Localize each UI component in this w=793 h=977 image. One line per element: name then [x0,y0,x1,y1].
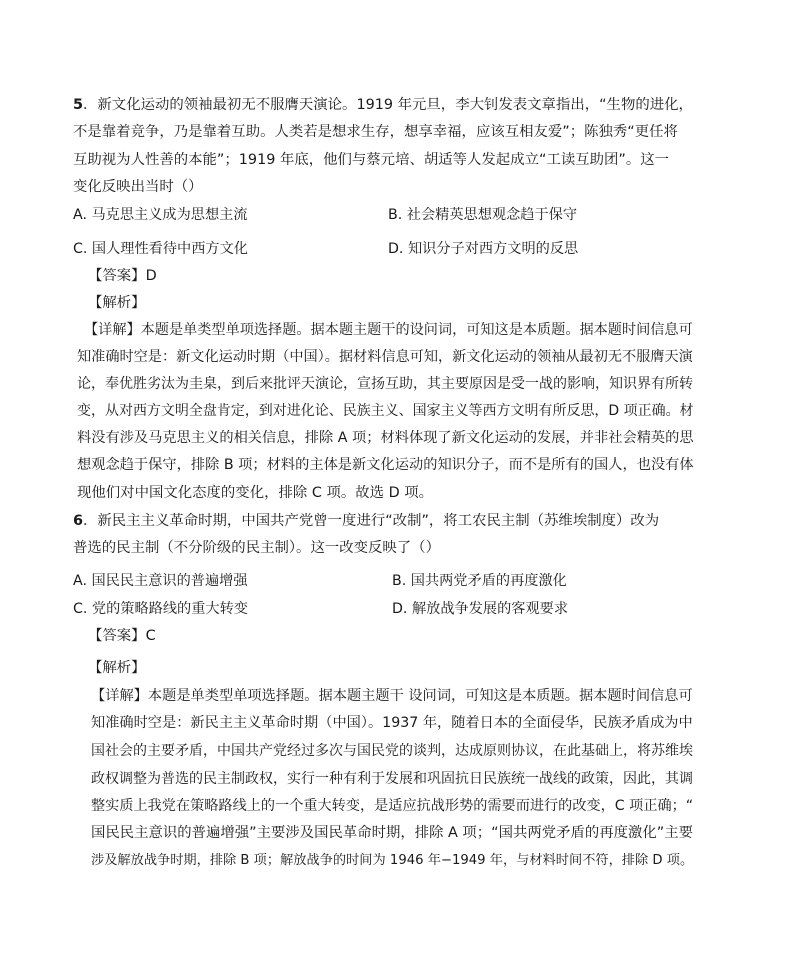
q5-stem-line-4: 变化反映出当时（） [73,179,203,195]
q6-analysis-line-3: 国社会的主要矛盾，中国共产党经过多次与国民党的谈判，达成原则协议，在此基础上，将苏维埃 [91,743,693,759]
q6-number: 6 [73,513,84,529]
q6-answer: 【答案】C [88,628,156,644]
q5-stem-line-3: 互助视为人性善的本能”；1919 年底，他们与蔡元培、胡适等人发起成立“工读互助团”。这一 [73,152,670,168]
q6-analysis-label: 【解析】 [88,660,146,676]
q6-analysis-line-6: 国民民主意识的普遍增强”主要涉及国民革命时期，排除 A 项；“国共两党矛盾的再度激化”主要 [91,825,693,841]
q5-analysis-line-1: 【详解】本题是单类型单项选择题。据本题主题干的设问词，可知这是本质题。据本题时间信息可 [84,322,693,338]
q5-option-d: D. 知识分子对西方文明的反思 [388,241,579,257]
q6-analysis-line-1: 【详解】本题是单类型单项选择题。据本题主题干 设问词，可知这是本质题。据本题时间信息可 [91,688,693,704]
q5-analysis-label: 【解析】 [88,295,146,311]
q6-analysis-line-2: 知准确时空是：新民主主义革命时期（中国）。1937 年，随着日本的全面侵华，民族矛盾成为中 [91,715,693,731]
q5-analysis-line-7: 现他们对中国文化态度的变化，排除 C 项。故选 D 项。 [77,485,434,501]
q6-stem-text-1: ．新民主主义革命时期，中国共产党曾一度进行“改制”，将工农民主制（苏维埃制度）改为 [83,513,660,529]
q6-stem-line-1 [73,511,659,531]
q5-analysis-line-3: 论，奉优胜劣汰为圭臬，到后来批评天演论，宣扬互助，其主要原因是受一战的影响，知识界有所转 [77,376,693,392]
q5-analysis-line-6: 想观念趋于保守，排除 B 项；材料的主体是新文化运动的知识分子，而不是所有的国人，也没有体 [77,457,694,473]
q5-option-c: C. 国人理性看待中西方文化 [73,241,248,257]
q5-number: 5 [73,97,84,113]
q5-analysis-line-4: 变，从对西方文明全盘肯定，到对进化论、民族主义、国家主义等西方文明有所反思，D 项正确。材 [77,403,694,419]
q5-option-b: B. 社会精英思想观念趋于保守 [388,207,578,223]
q5-option-a: A. 马克思主义成为思想主流 [73,207,248,223]
q5-analysis-line-5: 料没有涉及马克思主义的相关信息，排除 A 项；材料体现了新文化运动的发展，并非社会精英的思 [77,430,694,446]
q5-stem-line-2: 不是靠着竞争，乃是靠着互助。人类若是想求生存，想享幸福，应该互相友爱”；陈独秀“更任将 [73,124,678,140]
q5-stem-text-1: ．新文化运动的领袖最初无不服膺天演论。1919 年元旦，李大钊发表文章指出，“生物的进化， [83,97,693,113]
q6-analysis-line-5: 整实质上我党在策略路线上的一个重大转变，是适应抗战形势的需要而进行的改变，C 项正确；“ [91,798,694,814]
q5-stem-line-1 [73,95,693,115]
q6-analysis-line-7: 涉及解放战争时期，排除 B 项；解放战争的时间为 1946 年−1949 年，与材料时间不符，排除 D 项。 [91,853,694,868]
q5-analysis-line-2: 知准确时空是：新文化运动时期（中国）。据材料信息可知，新文化运动的领袖从最初无不服膺天演 [77,349,693,365]
q6-option-b: B. 国共两党矛盾的再度激化 [392,573,567,589]
q6-option-c: C. 党的策略路线的重大转变 [73,601,248,617]
q6-analysis-line-4: 政权调整为普选的民主制政权，实行一种有利于发展和巩固抗日民族统一战线的政策，因此，其调 [91,771,693,787]
q6-stem-line-2: 普选的民主制（不分阶级的民主制）。这一改变反映了（） [73,540,440,556]
q5-answer: 【答案】D [88,268,157,284]
q6-option-a: A. 国民民主意识的普遍增强 [73,573,248,589]
q6-option-d: D. 解放战争发展的客观要求 [392,601,569,617]
